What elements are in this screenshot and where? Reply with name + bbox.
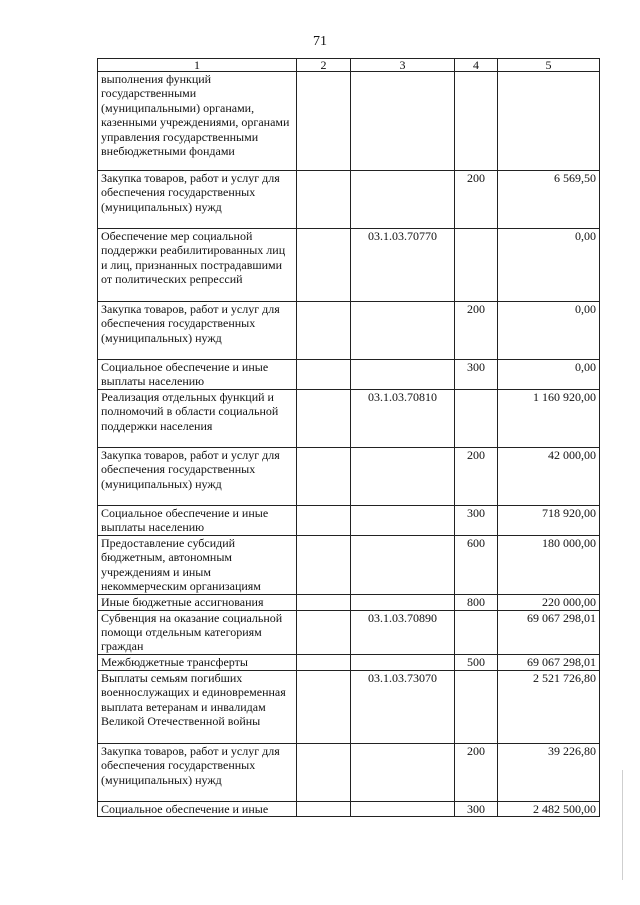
- row-name-cell: Межбюджетные трансферты: [98, 654, 297, 670]
- row-col2-cell: [297, 594, 351, 610]
- table-row: [98, 610, 600, 654]
- row-name-cell: Субвенция на оказание социальной помощи отдельным категориям граждан: [98, 610, 297, 654]
- row-type-cell: 800: [455, 594, 498, 610]
- page-number: 71: [313, 34, 327, 49]
- row-col2-cell: [297, 801, 351, 816]
- row-name-cell: Выплаты семьям погибших военнослужащих и единовременная выплата ветеранам и инвалидам Великой Отечественной войны: [98, 670, 297, 743]
- row-col2-cell: [297, 610, 351, 654]
- column-header: 4: [455, 59, 498, 72]
- table-row: [98, 360, 600, 390]
- row-code-cell: [351, 506, 455, 536]
- row-code-cell: [351, 72, 455, 171]
- row-amount-cell: 0,00: [498, 229, 600, 302]
- row-code-cell: 03.1.03.70770: [351, 229, 455, 302]
- row-type-cell: 500: [455, 654, 498, 670]
- row-type-cell: 200: [455, 448, 498, 506]
- row-name-cell: Социальное обеспечение и иные выплаты населению: [98, 506, 297, 536]
- column-header: 1: [98, 59, 297, 72]
- column-header: 3: [351, 59, 455, 72]
- row-col2-cell: [297, 229, 351, 302]
- row-name-cell: Закупка товаров, работ и услуг для обеспечения государственных (муниципальных) нужд: [98, 743, 297, 801]
- row-amount-cell: 0,00: [498, 302, 600, 360]
- row-type-cell: 300: [455, 506, 498, 536]
- row-amount-cell: [498, 72, 600, 171]
- table-row: [98, 743, 600, 801]
- row-name-cell: Закупка товаров, работ и услуг для обеспечения государственных (муниципальных) нужд: [98, 302, 297, 360]
- table-row: [98, 229, 600, 302]
- table-row: [98, 302, 600, 360]
- row-col2-cell: [297, 72, 351, 171]
- row-type-cell: 200: [455, 171, 498, 229]
- row-type-cell: [455, 390, 498, 448]
- row-code-cell: 03.1.03.73070: [351, 670, 455, 743]
- row-col2-cell: [297, 506, 351, 536]
- row-type-cell: 300: [455, 801, 498, 816]
- row-col2-cell: [297, 390, 351, 448]
- row-code-cell: [351, 801, 455, 816]
- row-col2-cell: [297, 654, 351, 670]
- row-type-cell: [455, 670, 498, 743]
- row-code-cell: 03.1.03.70890: [351, 610, 455, 654]
- row-col2-cell: [297, 448, 351, 506]
- row-type-cell: 200: [455, 743, 498, 801]
- column-header: 5: [498, 59, 600, 72]
- row-name-cell: Закупка товаров, работ и услуг для обеспечения государственных (муниципальных) нужд: [98, 448, 297, 506]
- row-type-cell: 200: [455, 302, 498, 360]
- table-header-row: [98, 59, 600, 72]
- row-amount-cell: 69 067 298,01: [498, 654, 600, 670]
- scan-margin-mark: [622, 770, 623, 880]
- row-name-cell: Реализация отдельных функций и полномочий в области социальной поддержки населения: [98, 390, 297, 448]
- row-amount-cell: 69 067 298,01: [498, 610, 600, 654]
- row-col2-cell: [297, 360, 351, 390]
- row-amount-cell: 42 000,00: [498, 448, 600, 506]
- row-amount-cell: 0,00: [498, 360, 600, 390]
- row-type-cell: [455, 72, 498, 171]
- row-code-cell: [351, 743, 455, 801]
- row-col2-cell: [297, 302, 351, 360]
- row-amount-cell: 2 521 726,80: [498, 670, 600, 743]
- table-row: [98, 670, 600, 743]
- row-name-cell: Социальное обеспечение и иные: [98, 801, 297, 816]
- row-code-cell: [351, 536, 455, 595]
- row-code-cell: 03.1.03.70810: [351, 390, 455, 448]
- row-type-cell: [455, 610, 498, 654]
- row-amount-cell: 718 920,00: [498, 506, 600, 536]
- table-row: [98, 72, 600, 171]
- row-col2-cell: [297, 743, 351, 801]
- row-col2-cell: [297, 670, 351, 743]
- table-row: [98, 594, 600, 610]
- column-header: 2: [297, 59, 351, 72]
- row-name-cell: выполнения функций государственными (муниципальными) органами, казенными учреждениями, органами управления государственными внебюджетными фондами: [98, 72, 297, 171]
- row-code-cell: [351, 171, 455, 229]
- row-amount-cell: 220 000,00: [498, 594, 600, 610]
- row-code-cell: [351, 654, 455, 670]
- row-amount-cell: 2 482 500,00: [498, 801, 600, 816]
- row-amount-cell: 1 160 920,00: [498, 390, 600, 448]
- row-amount-cell: 39 226,80: [498, 743, 600, 801]
- row-name-cell: Социальное обеспечение и иные выплаты населению: [98, 360, 297, 390]
- table-row: [98, 506, 600, 536]
- row-name-cell: Закупка товаров, работ и услуг для обеспечения государственных (муниципальных) нужд: [98, 171, 297, 229]
- row-type-cell: [455, 229, 498, 302]
- row-col2-cell: [297, 536, 351, 595]
- table-row: [98, 654, 600, 670]
- row-code-cell: [351, 448, 455, 506]
- row-type-cell: 600: [455, 536, 498, 595]
- table-row: [98, 801, 600, 816]
- table-row: [98, 448, 600, 506]
- row-type-cell: 300: [455, 360, 498, 390]
- row-col2-cell: [297, 171, 351, 229]
- row-code-cell: [351, 302, 455, 360]
- row-name-cell: Иные бюджетные ассигнования: [98, 594, 297, 610]
- row-code-cell: [351, 360, 455, 390]
- budget-table: [97, 58, 600, 817]
- row-code-cell: [351, 594, 455, 610]
- table-row: [98, 171, 600, 229]
- row-name-cell: Предоставление субсидий бюджетным, автономным учреждениям и иным некоммерческим организациям: [98, 536, 297, 595]
- row-amount-cell: 180 000,00: [498, 536, 600, 595]
- row-name-cell: Обеспечение мер социальной поддержки реабилитированных лиц и лиц, признанных пострадавшими от политических репрессий: [98, 229, 297, 302]
- row-amount-cell: 6 569,50: [498, 171, 600, 229]
- table-row: [98, 390, 600, 448]
- table-row: [98, 536, 600, 595]
